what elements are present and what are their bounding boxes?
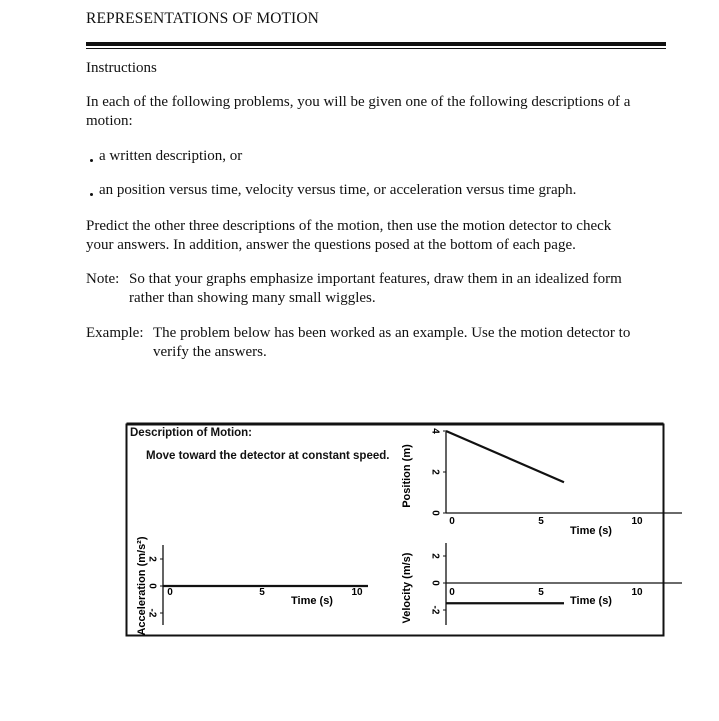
- position-x-axis-label: Time (s): [570, 525, 612, 537]
- position-x-tick-label: 5: [538, 516, 544, 527]
- velocity-x-tick-label: 10: [631, 587, 643, 598]
- acceleration-x-tick-label: 0: [167, 587, 173, 598]
- intro-line-1: In each of the following problems, you will be given one of the following descriptions of a: [86, 94, 631, 110]
- velocity-x-axis-label: Time (s): [570, 595, 612, 607]
- position-y-axis-label: Position (m): [401, 444, 413, 508]
- example-label: Example:: [86, 325, 144, 341]
- note-line-2: rather than showing many small wiggles.: [129, 290, 376, 306]
- acceleration-y-axis-label: Acceleration (m/s²): [136, 536, 148, 636]
- description-text: Move toward the detector at constant speed.: [146, 450, 390, 462]
- velocity-y-axis-label: Velocity (m/s): [401, 552, 413, 624]
- acceleration-x-axis-label: Time (s): [291, 595, 333, 607]
- position-x-tick-label: 10: [631, 516, 643, 527]
- position-y-tick-label: 0: [429, 510, 441, 516]
- instructions-heading: Instructions: [86, 60, 157, 76]
- position-y-tick-label: 2: [429, 469, 441, 475]
- example-line-2: verify the answers.: [153, 344, 267, 360]
- page-title: REPRESENTATIONS OF MOTION: [86, 10, 319, 27]
- acceleration-x-tick-label: 5: [259, 587, 265, 598]
- velocity-x-tick-label: 0: [449, 587, 455, 598]
- intro-line-2: motion:: [86, 113, 133, 129]
- note-line-1: So that your graphs emphasize important features, draw them in an idealized form: [129, 271, 622, 287]
- position-data-line: [446, 431, 564, 482]
- velocity-y-tick-label: 0: [429, 580, 441, 586]
- velocity-x-tick-label: 5: [538, 587, 544, 598]
- velocity-y-tick-label: -2: [429, 605, 441, 615]
- position-y-tick-label: 4: [429, 428, 441, 434]
- position-x-tick-label: 0: [449, 516, 455, 527]
- acceleration-y-tick-label: -2: [146, 608, 158, 618]
- bullet-item-2: an position versus time, velocity versus time, or acceleration versus time graph.: [99, 182, 577, 198]
- velocity-y-tick-label: 2: [429, 553, 441, 559]
- acceleration-y-tick-label: 0: [146, 583, 158, 589]
- description-heading: Description of Motion:: [130, 427, 253, 439]
- bullet-item-1: a written description, or: [99, 148, 243, 164]
- example-line-1: The problem below has been worked as an example. Use the motion detector to: [153, 325, 631, 341]
- predict-line-2: your answers. In addition, answer the questions posed at the bottom of each page.: [86, 237, 576, 253]
- acceleration-x-tick-label: 10: [351, 587, 363, 598]
- note-label: Note:: [86, 271, 120, 287]
- predict-line-1: Predict the other three descriptions of the motion, then use the motion detector to check: [86, 218, 612, 234]
- acceleration-y-tick-label: 2: [146, 556, 158, 562]
